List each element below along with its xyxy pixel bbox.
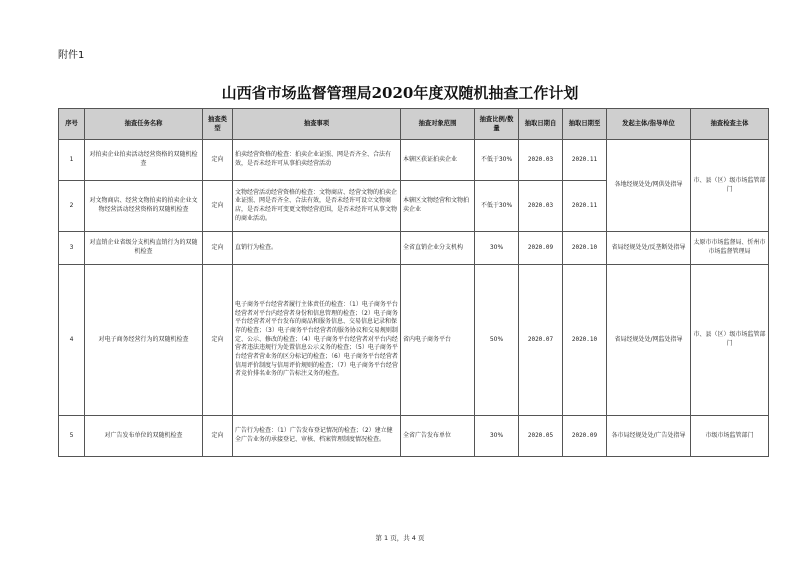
- cell-start-date: 2020.05: [519, 416, 563, 457]
- cell-initiator: 各市局经规处处/广告处指导: [607, 416, 691, 457]
- cell-items: 广告行为检查：（1）广告发布登记情况的检查；（2）建立健全广告业务的承接登记、审核、档案管理制度情况检查。: [233, 416, 401, 457]
- cell-initiator: 省局经规处处/反垄断处指导: [607, 232, 691, 265]
- cell-items: 电子商务平台经营者履行主体责任的检查：（1）电子商务平台经营者对平台内经营者身份和信息管理的检查；（2）电子商务平台经营者对平台发布的商品和服务信息、交易信息记录和保存的检查；（3）电子商务平台经营者的服务协议和交易规则制定、公示、修改的检查；（4）电子商务平台经营者对平台内经营者违法违规行为处置信息公示义务的检查；（5）电子商务平台经营者营业务的区分标记的检查；（6）电子商务平台经营者信用评价制度与信用评价规则的检查；（7）电子商务平台经营者竞价排名业务的广告标注义务的检查。: [233, 265, 401, 416]
- header-target: 抽查对象范围: [401, 109, 475, 140]
- table-row: [59, 416, 769, 457]
- header-items: 抽查事项: [233, 109, 401, 140]
- cell-task: 对直销企业省级分支机构直销行为的双随机检查: [85, 232, 203, 265]
- cell-ratio: 50%: [475, 265, 519, 416]
- cell-ratio: 不低于30%: [475, 181, 519, 232]
- cell-start-date: 2020.03: [519, 181, 563, 232]
- cell-seq: 1: [59, 140, 85, 181]
- inspection-plan-table: [58, 108, 769, 457]
- header-start-date: 抽取日期自: [519, 109, 563, 140]
- table-row: [59, 232, 769, 265]
- cell-type: 定向: [203, 181, 233, 232]
- cell-type: 定向: [203, 265, 233, 416]
- header-end-date: 抽取日期至: [563, 109, 607, 140]
- cell-ratio: 不低于30%: [475, 140, 519, 181]
- table-header-row: [59, 109, 769, 140]
- cell-seq: 3: [59, 232, 85, 265]
- cell-initiator: 各地经规处处/网供处指导: [607, 140, 691, 232]
- header-executor: 抽查检查主体: [691, 109, 769, 140]
- page-number: 第 1 页，共 4 页: [375, 534, 425, 542]
- cell-task: 对文物商店、经营文物拍卖的拍卖企业文物经营活动经营资格的双随机检查: [85, 181, 203, 232]
- cell-executor: 市、县（区）级市场监管部门: [691, 265, 769, 416]
- cell-seq: 4: [59, 265, 85, 416]
- cell-end-date: 2020.10: [563, 232, 607, 265]
- cell-type: 定向: [203, 416, 233, 457]
- table-row: [59, 140, 769, 181]
- cell-target: 全省直销企业分支机构: [401, 232, 475, 265]
- cell-end-date: 2020.10: [563, 265, 607, 416]
- page-title: 山西省市场监督管理局2020年度双随机抽查工作计划: [221, 84, 579, 102]
- cell-target: 省内电子商务平台: [401, 265, 475, 416]
- cell-initiator: 省局经规处处/网监处指导: [607, 265, 691, 416]
- cell-executor: 市级市场监管部门: [691, 416, 769, 457]
- cell-items: 拍卖经营资格的检查：拍卖企业证照、网是否齐全、合法有效，是否未经许可从事拍卖经营活动: [233, 140, 401, 181]
- cell-task: 对电子商务经营行为的双随机检查: [85, 265, 203, 416]
- cell-end-date: 2020.09: [563, 416, 607, 457]
- cell-end-date: 2020.11: [563, 181, 607, 232]
- cell-target: 本辖区获证拍卖企业: [401, 140, 475, 181]
- attachment-label: 附件1: [58, 50, 85, 61]
- table-row: [59, 265, 769, 416]
- cell-ratio: 30%: [475, 416, 519, 457]
- cell-items: 直销行为检查。: [233, 232, 401, 265]
- cell-start-date: 2020.09: [519, 232, 563, 265]
- cell-seq: 2: [59, 181, 85, 232]
- cell-executor: 市、县（区）级市场监管部门: [691, 140, 769, 232]
- cell-type: 定向: [203, 232, 233, 265]
- header-task: 抽查任务名称: [85, 109, 203, 140]
- cell-task: 对拍卖企业拍卖活动经营资格的双随机检查: [85, 140, 203, 181]
- cell-items: 文物经营活动经营资格的检查：文物商店、经营文物的拍卖企业证照、网是否齐全、合法有效，是否未经许可设立文物商店，是否未经许可变更文物经营范围，是否未经许可从事文物的商业活动。: [233, 181, 401, 232]
- cell-seq: 5: [59, 416, 85, 457]
- cell-type: 定向: [203, 140, 233, 181]
- header-ratio: 抽查比例/数量: [475, 109, 519, 140]
- cell-end-date: 2020.11: [563, 140, 607, 181]
- cell-ratio: 30%: [475, 232, 519, 265]
- cell-executor: 太原市市场监督局、忻州市市场监督管理局: [691, 232, 769, 265]
- cell-target: 本辖区文物经营和文物拍卖企业: [401, 181, 475, 232]
- header-type: 抽查类型: [203, 109, 233, 140]
- cell-start-date: 2020.07: [519, 265, 563, 416]
- cell-task: 对广告发布单位的双随机检查: [85, 416, 203, 457]
- header-initiator: 发起主体/指导单位: [607, 109, 691, 140]
- header-seq: 序号: [59, 109, 85, 140]
- cell-target: 全省广告发布单位: [401, 416, 475, 457]
- cell-start-date: 2020.03: [519, 140, 563, 181]
